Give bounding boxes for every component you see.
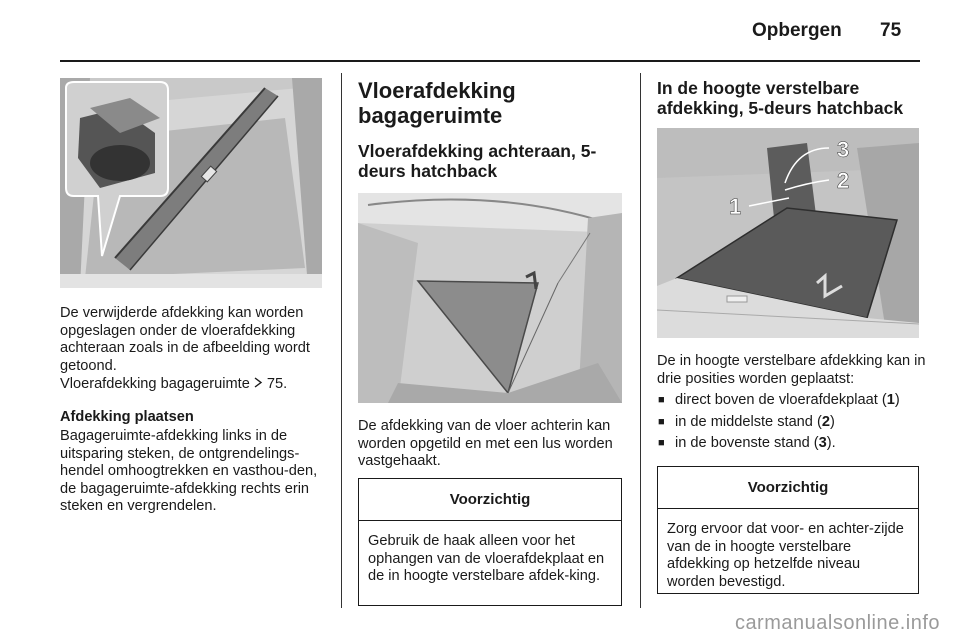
col2-subheading-line-2: deurs hatchback xyxy=(358,161,498,181)
list-item: ■ in de bovenste stand (3). xyxy=(657,435,929,453)
col2-caution-title: Voorzichtig xyxy=(359,479,621,521)
floor-cover-lifted-illustration xyxy=(358,193,622,403)
col2-heading-line-1: Vloerafdekking xyxy=(358,78,516,103)
col2-caution-box xyxy=(358,478,622,606)
col1-crossref-text: Vloerafdekking bagageruimte xyxy=(60,376,254,392)
col2-subheading xyxy=(358,141,628,181)
col2-subheading-line-1: Vloerafdekking achteraan, 5- xyxy=(358,141,597,161)
col1-paragraph-2 xyxy=(60,376,332,394)
col1-paragraph-1: De verwijderde afdekking kan worden opgeslagen onder de vloerafdekking achteraan zoals in de afbeelding wordt getoond. xyxy=(60,305,310,374)
col2-heading-line-2: bagageruimte xyxy=(358,103,503,128)
column-divider-right xyxy=(640,73,641,608)
callout-2: 2 xyxy=(837,168,850,193)
col1-subheading: Afdekking plaatsen xyxy=(60,409,194,425)
col2-heading xyxy=(358,78,628,128)
col3-paragraph: De in hoogte verstelbare afdekking kan in drie posities worden geplaatst: xyxy=(657,353,926,387)
col2-paragraph: De afdekking van de vloer achterin kan worden opgetild en met een lus worden vastgehaakt. xyxy=(358,418,613,469)
col3-caution-title: Voorzichtig xyxy=(658,467,918,509)
page-number: 75 xyxy=(880,20,902,41)
col3-heading-line-2: afdekking, 5-deurs hatchback xyxy=(657,98,904,118)
callout-1: 1 xyxy=(729,194,742,219)
figure-cargo-cover-stowed xyxy=(60,78,322,288)
figure-adjustable-cover-positions xyxy=(657,128,919,338)
col2-caution-text: Gebruik de haak alleen voor het ophangen van de vloerafdekplaat en de in hoogte verstelbare afdek-king. xyxy=(368,533,605,584)
column-divider-left xyxy=(341,73,342,608)
col3-bullet-list xyxy=(657,392,929,457)
col3-heading xyxy=(657,78,927,118)
cargo-cover-stowed-illustration xyxy=(60,78,322,288)
list-item: ■ in de middelste stand (2) xyxy=(657,414,929,432)
col1-crossref-page: 75. xyxy=(266,376,288,392)
list-item: ■ direct boven de vloerafdekplaat (1) xyxy=(657,392,929,410)
col3-heading-line-1: In de hoogte verstelbare xyxy=(657,78,860,98)
col1-paragraph-3: Bagageruimte-afdekking links in de uitsparing steken, de ontgrendelings-hendel omhoogtrekken en vasthou-den, de bagageruimte-afdekking rechts erin steken en vergrendelen. xyxy=(60,428,318,514)
figure-floor-cover-lifted xyxy=(358,193,622,403)
header-rule xyxy=(60,60,920,62)
page-reference-arrow-icon xyxy=(254,376,263,394)
col3-caution-box xyxy=(657,466,919,594)
page-header-title: Opbergen xyxy=(752,20,842,41)
col3-caution-text: Zorg ervoor dat voor- en achter-zijde van de in hoogte verstelbare afdekking op hetzelfde niveau worden bevestigd. xyxy=(667,521,904,590)
watermark: carmanualsonline.info xyxy=(734,612,940,634)
callout-3: 3 xyxy=(837,137,850,162)
adjustable-cover-illustration xyxy=(657,128,919,338)
